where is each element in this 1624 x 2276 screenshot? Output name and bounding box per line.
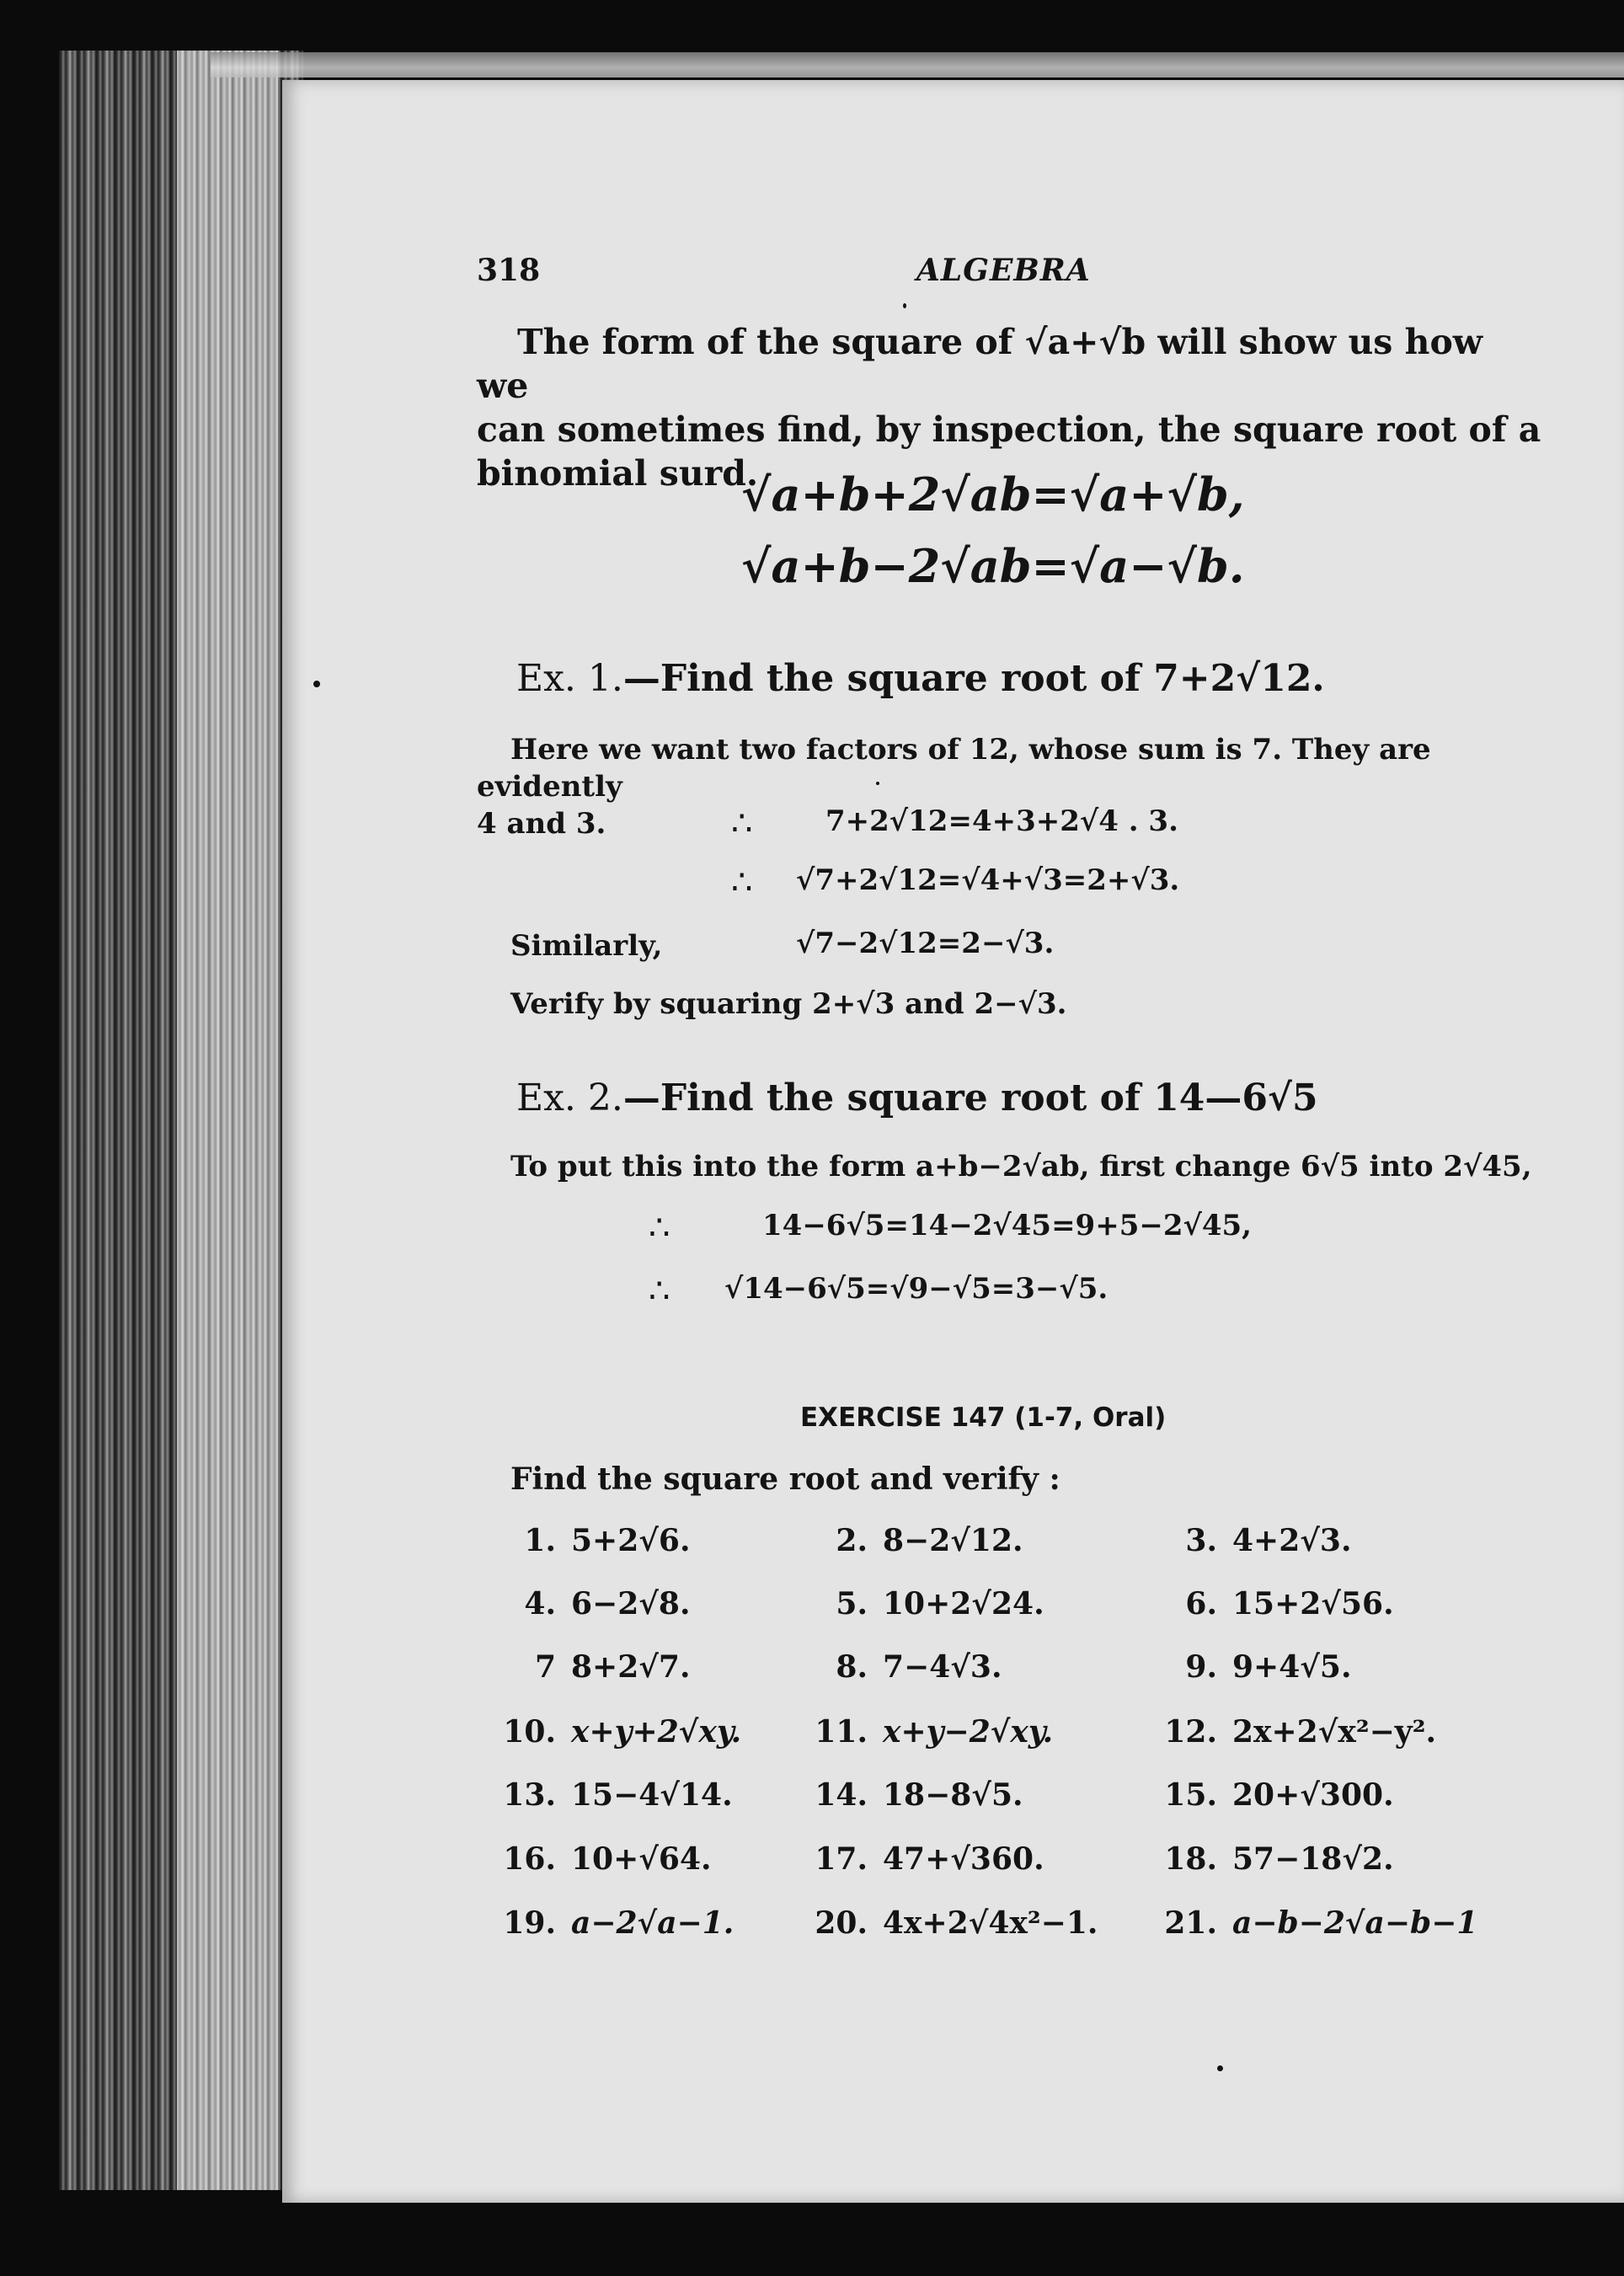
therefore-symbol: ∴ <box>649 1209 670 1248</box>
problem-item: 13. 15−4√14. <box>503 1777 733 1813</box>
scan-speck <box>313 681 320 687</box>
example-1-label: Ex. 1. <box>516 657 623 700</box>
page-number: 318 <box>477 253 541 288</box>
problem-item: 2. 8−2√12. <box>836 1523 1023 1558</box>
problem-item: 20. 4x+2√4x²−1. <box>815 1905 1098 1941</box>
problem-item: 9. 9+4√5. <box>1185 1649 1352 1685</box>
problem-item: 19. a−2√a−1. <box>503 1905 735 1941</box>
problem-item: 18. 57−18√2. <box>1164 1841 1394 1877</box>
example-1-step-1: 7+2√12=4+3+2√4 . 3. <box>825 804 1178 838</box>
problem-item: 17. 47+√360. <box>815 1841 1044 1877</box>
example-1-step-2: √7+2√12=√4+√3=2+√3. <box>796 863 1180 897</box>
example-1-text-line-1: Here we want two factors of 12, whose sum is 7. They are evidently <box>477 733 1431 804</box>
similarly-label: Similarly, <box>510 929 663 963</box>
problem-item: 12. 2x+2√x²−y². <box>1164 1714 1436 1750</box>
problem-item: 14. 18−8√5. <box>815 1777 1023 1813</box>
intro-line-2: can sometimes find, by inspection, the square root of a <box>477 409 1541 450</box>
problem-item: 21. a−b−2√a−b−1 <box>1164 1905 1478 1941</box>
book-top-edge <box>211 52 1624 77</box>
identity-difference: √a+b−2√ab=√a−√b. <box>741 539 1245 593</box>
therefore-symbol: ∴ <box>731 863 753 902</box>
problem-item: 6. 15+2√56. <box>1185 1586 1394 1622</box>
problem-item: 16. 10+√64. <box>503 1841 712 1877</box>
example-2-step-2: √14−6√5=√9−√5=3−√5. <box>724 1272 1108 1306</box>
problem-item: 15. 20+√300. <box>1164 1777 1394 1813</box>
problem-item: 11. x+y−2√xy. <box>815 1714 1054 1750</box>
example-1-title: —Find the square root of 7+2√12. <box>622 657 1325 700</box>
example-1-verify: Verify by squaring 2+√3 and 2−√3. <box>510 987 1067 1021</box>
exercise-title: EXERCISE 147 (1-7, Oral) <box>800 1402 1167 1433</box>
problem-item: 4. 6−2√8. <box>524 1586 691 1622</box>
scan-speck <box>1217 2065 1223 2071</box>
problem-item: 1. 5+2√6. <box>524 1523 691 1558</box>
problem-item: 5. 10+2√24. <box>836 1586 1044 1622</box>
therefore-symbol: ∴ <box>649 1272 670 1311</box>
book-page-edges-light <box>177 51 278 2190</box>
problem-item: 10. x+y+2√xy. <box>503 1714 742 1750</box>
example-2-heading <box>516 1077 1318 1119</box>
example-2-text: To put this into the form a+b−2√ab, first change 6√5 into 2√45, <box>510 1150 1532 1183</box>
example-1-text-line-2: 4 and 3. <box>477 807 606 841</box>
example-1-step-3: √7−2√12=2−√3. <box>796 927 1055 960</box>
example-1-heading <box>516 657 1325 700</box>
exercise-instruction: Find the square root and verify : <box>510 1461 1060 1497</box>
scan-speck <box>876 782 879 785</box>
intro-line-1: The form of the square of √a+√b will show us how we <box>477 322 1483 406</box>
example-2-title: —Find the square root of 14—6√5 <box>622 1077 1318 1119</box>
example-2-step-1: 14−6√5=14−2√45=9+5−2√45, <box>762 1209 1253 1242</box>
running-title: ALGEBRA <box>916 253 1091 288</box>
intro-line-3: binomial surd. <box>477 453 759 494</box>
problem-item: 7 8+2√7. <box>534 1649 691 1685</box>
problem-item: 8. 7−4√3. <box>836 1649 1002 1685</box>
therefore-symbol: ∴ <box>731 804 753 843</box>
example-2-label: Ex. 2. <box>516 1077 623 1119</box>
problem-item: 3. 4+2√3. <box>1185 1523 1352 1558</box>
identity-sum: √a+b+2√ab=√a+√b, <box>741 467 1245 521</box>
scan-speck <box>903 303 906 308</box>
